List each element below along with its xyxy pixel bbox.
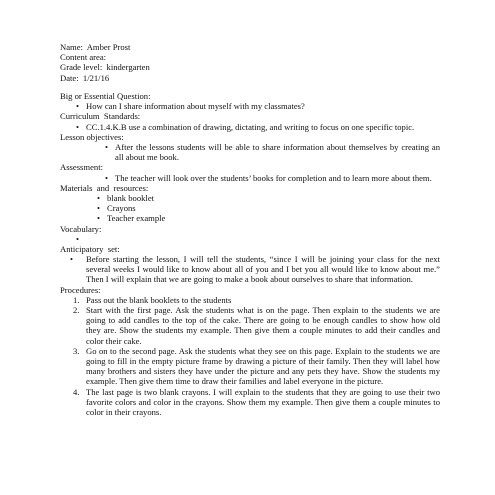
bullet-icon: • <box>105 172 109 183</box>
step-number: 3. <box>73 345 80 356</box>
list-item <box>60 101 440 111</box>
bullet-icon: • <box>97 213 101 224</box>
procedure-step <box>60 346 440 387</box>
anticipatory-heading: Anticipatory set: <box>60 243 120 254</box>
bullet-icon: • <box>76 233 80 244</box>
assessment-text: The teacher will look over the students’ books for completion and to learn more about them. <box>115 172 432 183</box>
curriculum-text: CC.1.4.K.B use a combination of drawing, dictating, and writing to focus on one specific topic. <box>86 121 415 132</box>
big-question-heading: Big or Essential Question: <box>60 91 151 101</box>
procedures-heading: Procedures: <box>60 284 101 295</box>
grade-level-line: Grade level: kindergarten <box>60 62 150 73</box>
list-item <box>60 142 440 162</box>
list-item <box>60 234 440 244</box>
big-question-text: How can I share information about myself with my classmates? <box>86 101 305 112</box>
step-text: The last page is two blank crayons. I will explain to the students that they are going to use their two favorite colors and color in the crayons. Show them my example. Then give them a couple minutes to color in their crayons. <box>86 386 440 418</box>
bullet-icon: • <box>105 142 109 153</box>
list-item <box>60 213 440 223</box>
materials-heading: Materials and resources: <box>60 182 149 193</box>
bullet-icon: • <box>97 193 101 204</box>
bullet-icon: • <box>76 121 80 132</box>
header-block <box>60 42 440 83</box>
name-line: Name: Amber Prost <box>60 42 131 52</box>
step-text: Go on to the second page. Ask the students what they see on this page. Explain to the students we are going to fill in the empty picture frame by drawing a picture of their family. Then they will label how many brothers and sisters they have under the picture and any pets they have. Show the students my example. Then give them time to draw their families and label everyone in the picture. <box>86 345 440 387</box>
bullet-icon: • <box>70 254 74 265</box>
procedure-step <box>60 387 440 418</box>
bullet-icon: • <box>97 203 101 214</box>
big-question-section <box>60 91 440 417</box>
procedure-step <box>60 305 440 346</box>
curriculum-heading: Curriculum Standards: <box>60 111 141 122</box>
objectives-text: After the lessons students will be able to share information about themselves by creating an all about me book. <box>115 142 440 163</box>
step-number: 1. <box>73 294 80 305</box>
assessment-heading: Assessment: <box>60 162 103 173</box>
material-item: blank booklet <box>107 193 155 204</box>
step-number: 4. <box>73 386 80 397</box>
anticipatory-text: Before starting the lesson, I will tell the students, “since I will be joining your class for the next several weeks I would like to know about all of you and I bet you all would like to know about me.” Then I will explain that we are going to make a book about ourselves to share that information. <box>86 254 440 285</box>
bullet-icon: • <box>76 101 80 112</box>
list-item <box>60 173 440 183</box>
step-text: Start with the first page. Ask the students what is on the page. Then explain to the students we are going to add candles to the top of the cake. There are going to be enough candles to show how old they are. Show the students my example. Then give them a couple minutes to add their candles and color their cake. <box>86 305 440 346</box>
date-line: Date: 1/21/16 <box>60 72 110 83</box>
vocabulary-heading: Vocabulary: <box>60 223 102 234</box>
objectives-heading: Lesson objectives: <box>60 131 124 142</box>
list-item <box>60 203 440 213</box>
list-item <box>60 122 440 132</box>
list-item <box>60 193 440 203</box>
list-item <box>60 254 440 285</box>
step-text: Pass out the blank booklets to the students <box>86 294 232 305</box>
content-area-line: Content area: <box>60 52 107 63</box>
material-item: Teacher example <box>107 213 166 224</box>
step-number: 2. <box>73 305 80 316</box>
procedure-step <box>60 295 440 305</box>
material-item: Crayons <box>107 203 136 214</box>
